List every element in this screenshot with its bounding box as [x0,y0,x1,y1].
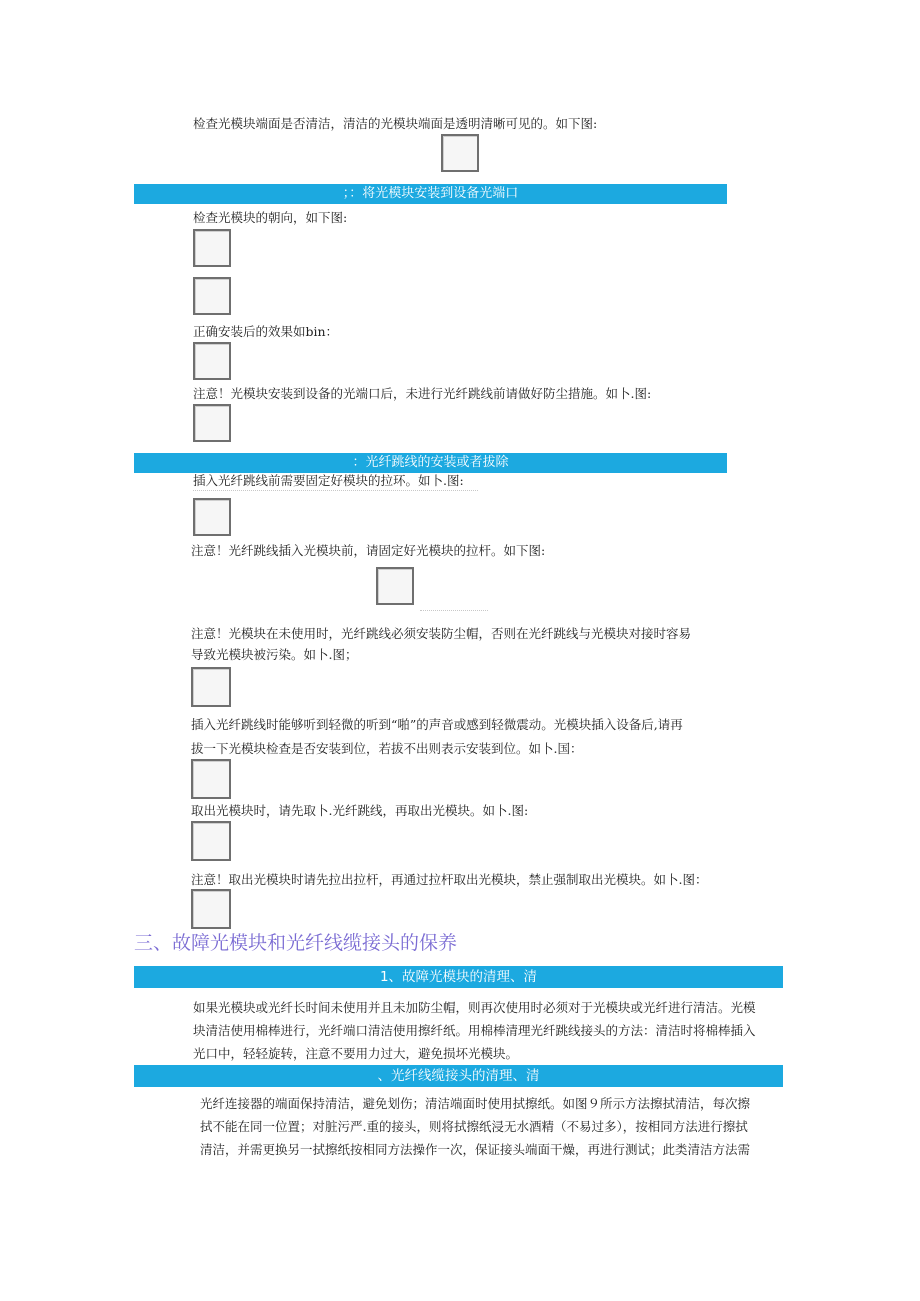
text-check-orientation: 检查光模块的朝向，如下图: [193,210,348,225]
para-module-cleaning-2: 块清洁使用棉棒进行，光纤端口清洁使用擦纤纸。用棉棒清理光纤跳线接头的方法：清洁时将棉棒插入 [193,1023,756,1038]
para-connector-cleaning-2: 拭不能在同一位置；对脏污严.重的接头，则将拭擦纸浸无水酒精（不易过多），按相同方法进行擦拭 [200,1119,748,1134]
para-module-cleaning-1: 如果光模块或光纤长时间未使用并且未加防尘帽，则再次使用时必须对于光模块或光纤进行清洁。光模 [193,1000,756,1015]
section-heading-3: 三、故障光模块和光纤线缆接头的保养 [134,932,458,954]
text-check-endface: 检查光模块端面是否清洁，清洁的光模块端面是透明清晰可见的。如下图: [193,116,598,131]
dotted-underline [193,490,478,491]
install-result-image [193,342,231,380]
para-connector-cleaning-3: 清洁，并需更换另一拭擦纸按相同方法操作一次，保证接头端面干燥，再进行测试；此类清洁方法需 [200,1142,751,1157]
orientation-image-1 [193,229,231,267]
text-fix-lever: 注意！光纤跳线插入光模块前，请固定好光模块的拉杆。如下图: [191,543,546,558]
text-install-result: 正确安装后的效果如bin： [193,324,339,339]
text-remove-order: 取出光模块时，请先取卜.光纤跳线，再取出光模块。如卜.图: [191,803,529,818]
dust-protection-image [193,404,231,442]
remove-order-image [191,821,231,861]
para-module-cleaning-3: 光口中，轻轻旋转，注意不要用力过大，避免损坏光模块。 [193,1046,519,1061]
pull-ring-image [193,498,231,536]
text-dust-cap-2: 导致光模块被污染。如卜.图； [191,647,358,662]
dust-cap-image [191,667,231,707]
dotted-caption-line [420,610,488,611]
para-connector-cleaning-1: 光纤连接器的端面保持清洁，避免划伤；清洁端面时使用拭擦纸。如图９所示方法擦拭清洁，每次擦 [200,1096,751,1111]
lever-image [376,567,414,605]
text-remove-lever: 注意！取出光模块时请先拉出拉杆，再通过拉杆取出光模块，禁止强制取出光模块。如卜.图： [191,872,708,887]
text-dust-protection: 注意！光模块安装到设备的光端口后，未进行光纤跳线前请做好防尘措施。如卜.图: [193,386,652,401]
text-insert-click-2: 拔一下光模块检查是否安装到位，若拔不出则表示安装到位。如卜.国： [191,741,583,756]
insert-check-image [191,759,231,799]
section-bar-connector-cleaning: 、光纤线缆接头的清理、清 [134,1065,783,1087]
text-fix-pull-ring: 插入光纤跳线前需要固定好模块的拉环。如卜.图: [193,473,464,488]
remove-lever-image [191,889,231,929]
orientation-image-2 [193,277,231,315]
section-bar-fiber-jumper: ：光纤跳线的安装或者拔除 [134,453,727,473]
text-dust-cap-1: 注意！光模块在未使用时，光纤跳线必须安装防尘帽，否则在光纤跳线与光模块对接时容易 [191,626,692,641]
text-insert-click-1: 插入光纤跳线时能够听到轻微的听到“啪”的声音或感到轻微震动。光模块插入设备后,请再 [191,717,683,732]
section-bar-module-cleaning: 1、故障光模块的清理、清 [134,966,783,988]
section-bar-install-port: ；：将光模块安装到设备光端口 [134,184,727,204]
endface-image [441,134,479,172]
